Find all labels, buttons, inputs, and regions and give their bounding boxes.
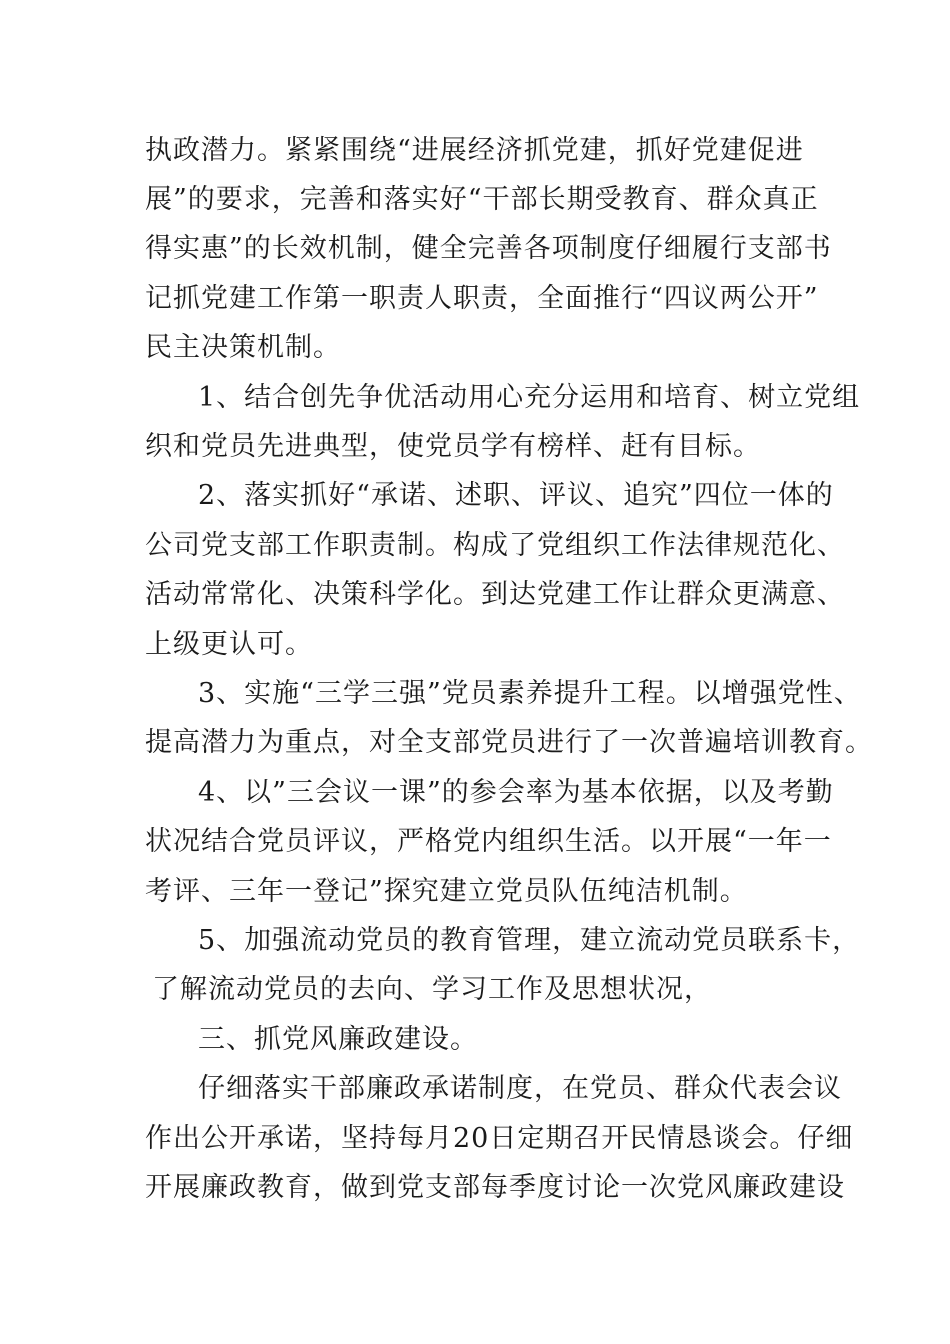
text-line: 提高潜力为重点，对全支部党员进行了一次普遍培训教育。	[145, 727, 873, 758]
text-line: 得实惠”的长效机制，健全完善各项制度仔细履行支部书	[145, 233, 832, 264]
text-line: 活动常常化、决策科学化。到达党建工作让群众更满意、	[145, 579, 845, 610]
text-line: 1、结合创先争优活动用心充分运用和培育、树立党组	[198, 382, 861, 413]
text-line: 4、以”三会议一课”的参会率为基本依据，以及考勤	[198, 777, 834, 808]
text-line: 记抓党建工作第一职责人职责，全面推行“四议两公开”	[145, 283, 819, 314]
text-line: 作出公开承诺，坚持每月20日定期召开民情恳谈会。仔细	[145, 1123, 854, 1154]
text-line: 织和党员先进典型，使党员学有榜样、赶有目标。	[145, 431, 761, 462]
text-line: 了解流动党员的去向、学习工作及思想状况，	[152, 974, 712, 1005]
text-line: 民主决策机制。	[145, 332, 341, 363]
text-line: 展”的要求，完善和落实好“干部长期受教育、群众真正	[145, 184, 819, 215]
text-line: 考评、三年一登记”探究建立党员队伍纯洁机制。	[145, 876, 748, 907]
text-line: 开展廉政教育，做到党支部每季度讨论一次党风廉政建设	[145, 1172, 845, 1203]
text-line: 公司党支部工作职责制。构成了党组织工作法律规范化、	[145, 530, 845, 561]
text-line: 5、加强流动党员的教育管理，建立流动党员联系卡，	[198, 925, 861, 956]
text-line: 状况结合党员评议，严格党内组织生活。以开展“一年一	[145, 826, 832, 857]
text-line: 仔细落实干部廉政承诺制度，在党员、群众代表会议	[198, 1073, 842, 1104]
text-line: 3、实施“三学三强”党员素养提升工程。以增强党性、	[198, 678, 862, 709]
section-heading: 三、抓党风廉政建设。	[198, 1024, 478, 1055]
text-line: 上级更认可。	[145, 629, 313, 660]
text-line: 2、落实抓好“承诺、述职、评议、追究”四位一体的	[198, 480, 834, 511]
text-line: 执政潜力。紧紧围绕“进展经济抓党建，抓好党建促进	[145, 135, 804, 166]
